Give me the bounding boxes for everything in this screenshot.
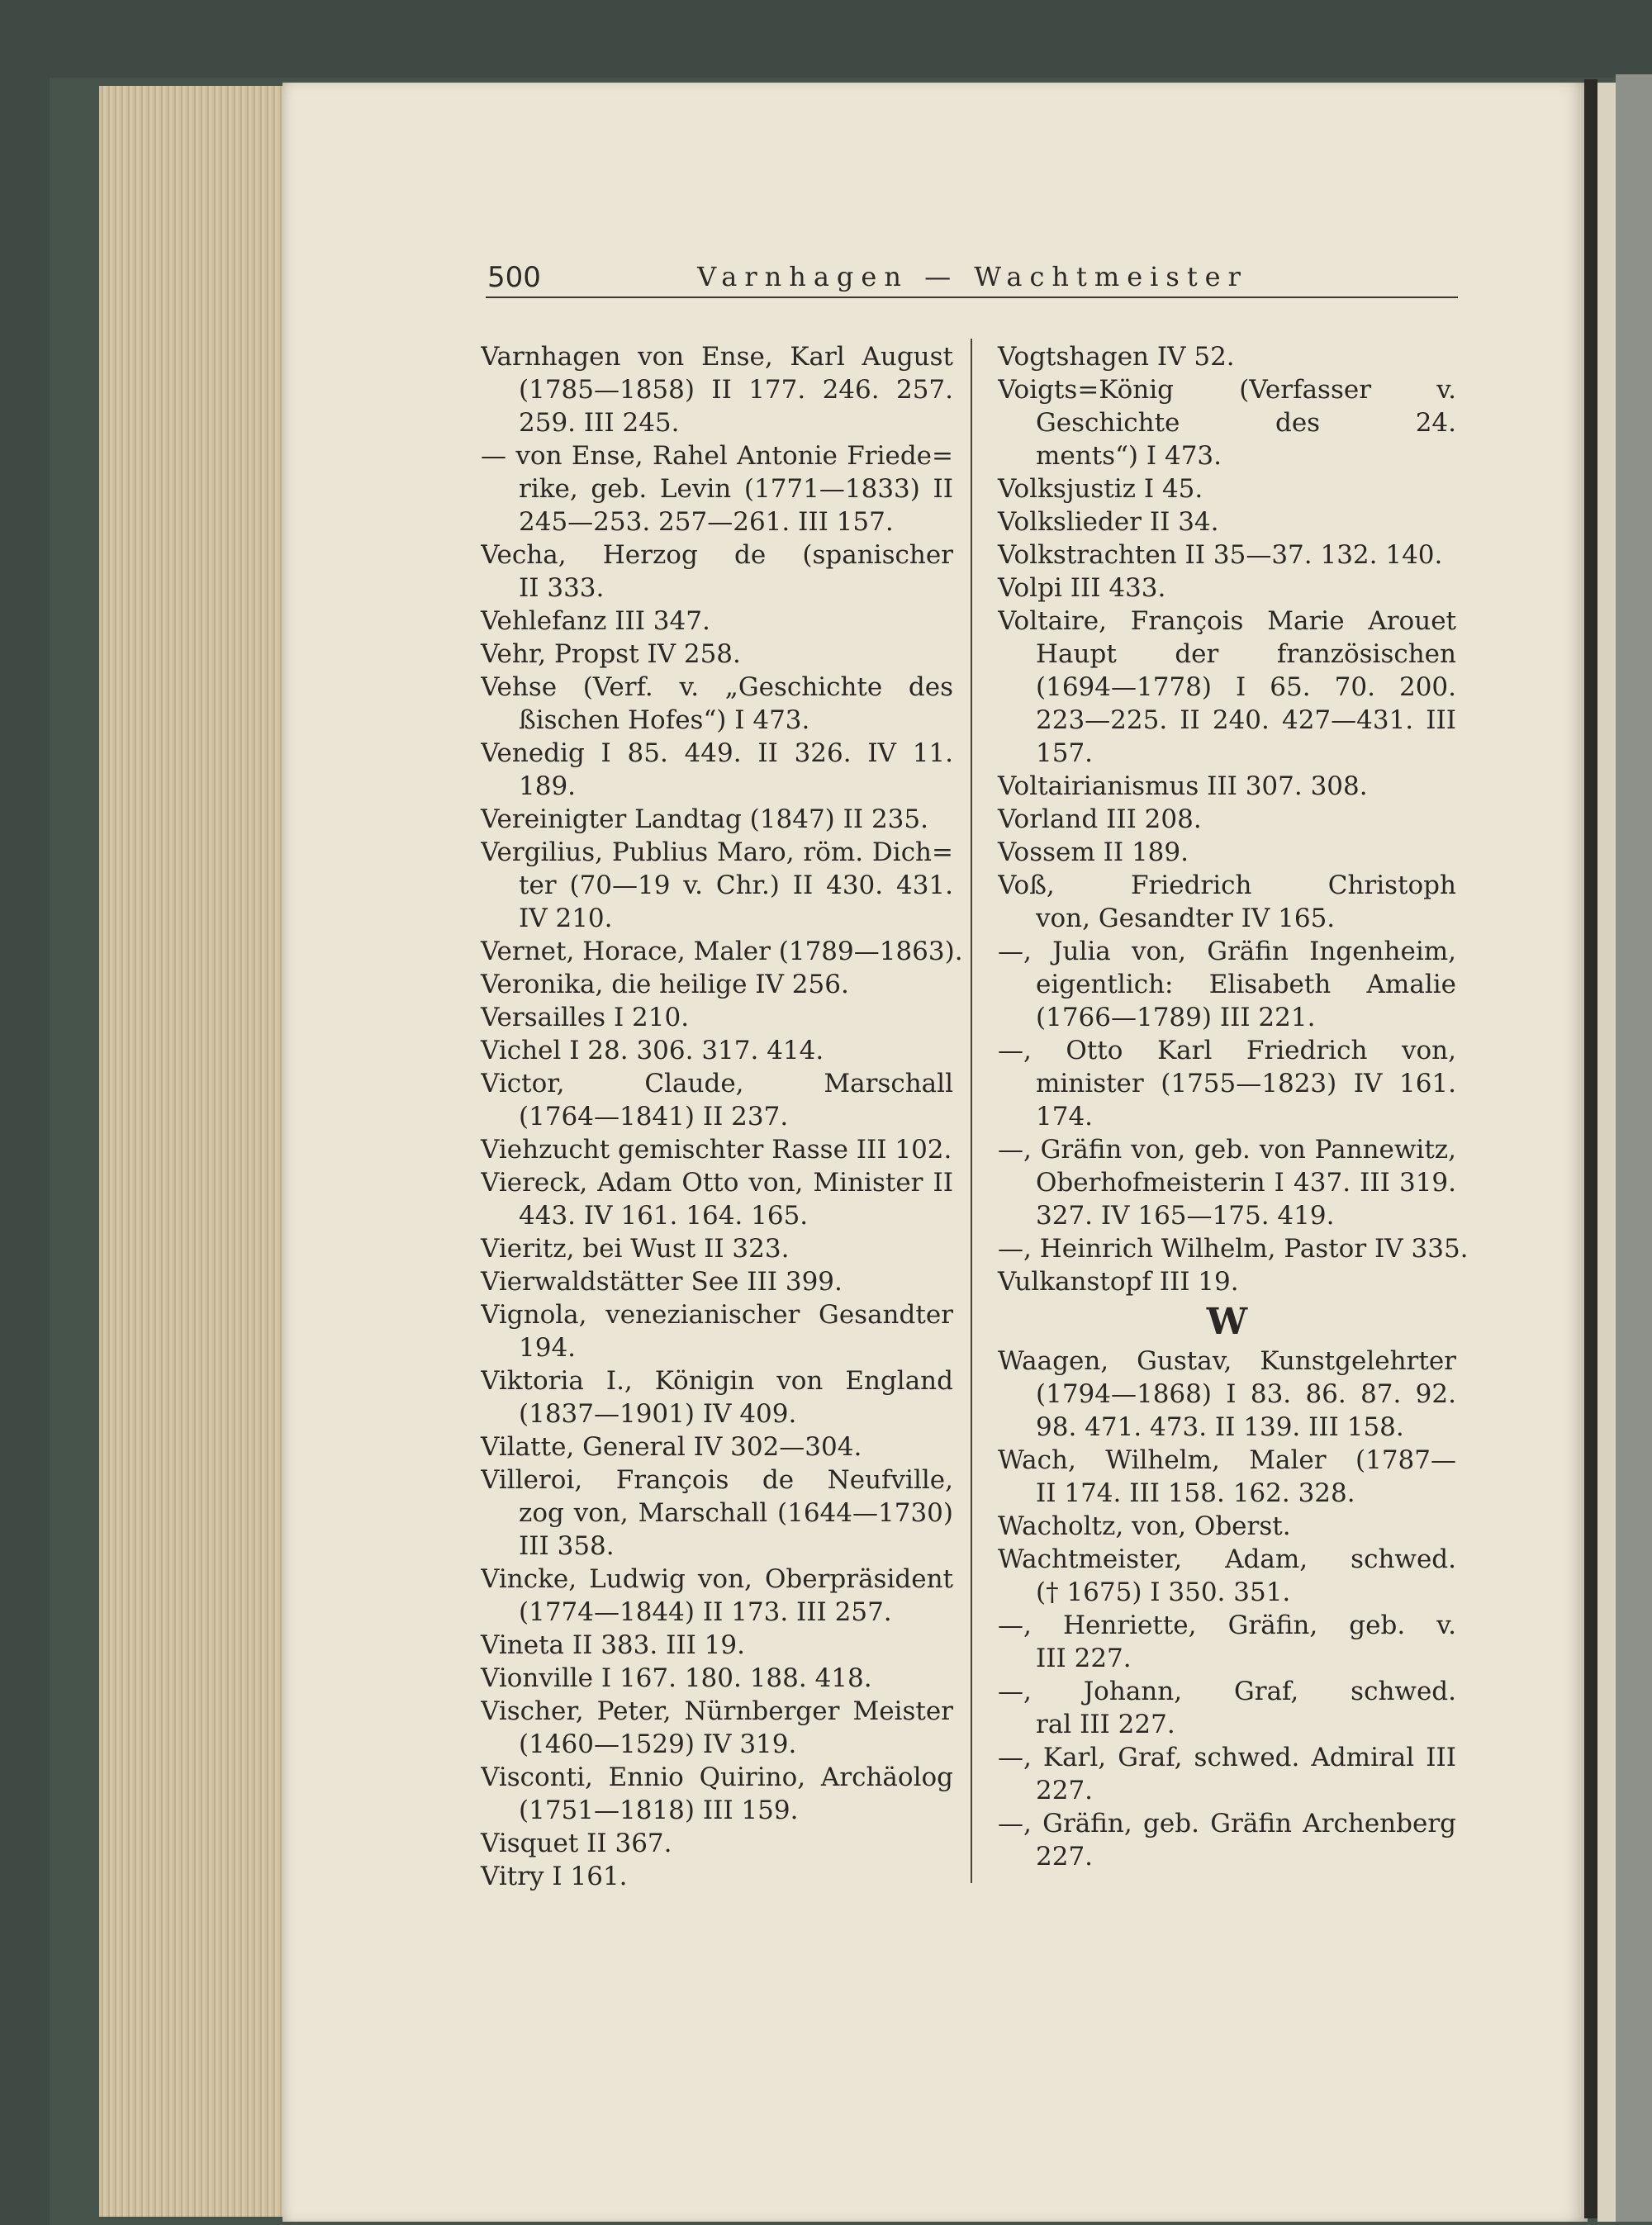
index-entry — [998, 505, 1456, 538]
entry-line: minister (1755—1823) IV 161. — [1036, 1069, 1456, 1098]
index-entry — [998, 803, 1456, 836]
index-entry — [998, 1034, 1456, 1133]
header-rule — [486, 297, 1458, 298]
index-entry — [998, 1675, 1456, 1741]
index-entry — [481, 671, 953, 737]
entry-line: 227. — [1036, 1776, 1094, 1805]
entry-line: (1794—1868) I 83. 86. 87. 92. — [1036, 1379, 1456, 1409]
index-entry — [998, 1444, 1456, 1510]
page-number: 500 — [487, 261, 541, 294]
entry-line: 194. — [519, 1333, 577, 1363]
entry-line: Versailles I 210. — [481, 1003, 690, 1032]
entry-line: Victor, Claude, Marschall — [481, 1069, 953, 1098]
index-entry — [998, 1741, 1456, 1807]
entry-line: zog von, Marschall (1644—1730) — [519, 1498, 953, 1528]
entry-line: ßischen Hofes“) I 473. — [519, 705, 810, 735]
entry-line: Oberhofmeisterin I 437. III 319. — [1036, 1168, 1456, 1198]
index-entry — [481, 605, 953, 638]
index-entry — [481, 1695, 953, 1761]
entry-line: Vischer, Peter, Nürnberger Meister — [481, 1696, 953, 1726]
index-entry — [481, 1034, 953, 1067]
index-entry — [998, 1609, 1456, 1675]
entry-line: rike, geb. Levin (1771—1833) II — [519, 474, 953, 504]
page-edges — [99, 86, 285, 2217]
entry-line: Volkstrachten II 35—37. 132. 140. — [998, 540, 1443, 570]
index-entry — [481, 638, 953, 671]
index-entry — [481, 1662, 953, 1695]
entry-line: Wachtmeister, Adam, schwed. — [998, 1544, 1456, 1574]
entry-line: Vereinigter Landtag (1847) II 235. — [481, 804, 928, 834]
index-entry — [998, 572, 1456, 605]
index-entry — [998, 836, 1456, 869]
entry-line: Vineta II 383. III 19. — [481, 1630, 745, 1660]
entry-line: Volksjustiz I 45. — [998, 474, 1203, 504]
entry-line: —, Heinrich Wilhelm, Pastor IV 335. — [998, 1234, 1469, 1264]
index-entry — [481, 1166, 953, 1232]
entry-line: (1766—1789) III 221. — [1036, 1003, 1316, 1032]
index-entry — [998, 869, 1456, 935]
entry-line: 259. III 245. — [519, 408, 680, 438]
entry-line: —, Gräfin, geb. Gräfin Archenberg — [998, 1809, 1456, 1838]
entry-line: 443. IV 161. 164. 165. — [519, 1201, 809, 1231]
entry-line: (1460—1529) IV 319. — [519, 1729, 797, 1759]
index-entry — [481, 1298, 953, 1364]
index-entry — [481, 1133, 953, 1166]
entry-line: Vehr, Propst IV 258. — [481, 639, 741, 669]
right-column — [998, 340, 1469, 1873]
entry-line: Varnhagen von Ense, Karl August — [481, 342, 953, 372]
gutter — [1584, 79, 1597, 2218]
entry-line: ter (70—19 v. Chr.) II 430. 431. — [519, 871, 953, 900]
entry-line: Vulkanstopf III 19. — [998, 1267, 1239, 1297]
index-entry — [481, 1860, 953, 1893]
index-entry — [998, 340, 1456, 373]
index-entry — [481, 1827, 953, 1860]
entry-line: Vergilius, Publius Maro, röm. Dich= — [481, 837, 953, 867]
entry-line: 327. IV 165—175. 419. — [1036, 1201, 1335, 1231]
entry-line: Vorland III 208. — [998, 804, 1202, 834]
entry-line: Voß, Friedrich Christoph — [998, 871, 1456, 900]
entry-line: Vieritz, bei Wust II 323. — [481, 1234, 790, 1264]
index-entry — [481, 1430, 953, 1464]
entry-line: Volkslieder II 34. — [998, 507, 1219, 537]
entry-line: Wacholtz, von, Oberst. — [998, 1511, 1291, 1541]
index-entry — [998, 1133, 1456, 1232]
entry-line: 227. — [1036, 1842, 1094, 1872]
index-entry — [998, 1345, 1456, 1444]
entry-line: III 358. — [519, 1531, 615, 1561]
next-page-edge — [1597, 83, 1616, 2222]
index-entry — [481, 1232, 953, 1265]
index-entry — [481, 1761, 953, 1827]
entry-line: (1837—1901) IV 409. — [519, 1399, 797, 1429]
entry-line: Haupt der französischen — [1036, 639, 1456, 669]
entry-line: — von Ense, Rahel Antonie Friede= — [481, 441, 953, 471]
entry-line: Vincke, Ludwig von, Oberpräsident — [481, 1564, 953, 1594]
index-entry — [998, 1232, 1469, 1265]
entry-line: Vernet, Horace, Maler (1789—1863). — [481, 937, 963, 966]
entry-line: Wach, Wilhelm, Maler (1787— — [998, 1445, 1456, 1475]
entry-line: Viktoria I., Königin von England — [481, 1366, 953, 1396]
index-entry — [481, 1563, 953, 1629]
index-entry — [481, 1265, 953, 1298]
entry-line: 223—225. II 240. 427—431. III — [1036, 705, 1456, 735]
index-entry — [481, 737, 953, 803]
entry-line: (1785—1858) II 177. 246. 257. — [519, 375, 953, 405]
entry-line: Visconti, Ennio Quirino, Archäolog — [481, 1762, 953, 1792]
entry-line: —, Johann, Graf, schwed. — [998, 1677, 1456, 1706]
entry-line: II 174. III 158. 162. 328. — [1036, 1478, 1355, 1508]
index-entry — [481, 935, 963, 968]
entry-line: Voltaire, François Marie Arouet — [998, 606, 1456, 636]
entry-line: eigentlich: Elisabeth Amalie — [1036, 970, 1456, 999]
entry-line: —, Karl, Graf, schwed. Admiral III — [998, 1743, 1456, 1772]
entry-line: Waagen, Gustav, Kunstgelehrter — [998, 1346, 1456, 1376]
entry-line: Vionville I 167. 180. 188. 418. — [481, 1663, 872, 1693]
entry-line: (1694—1778) I 65. 70. 200. — [1036, 672, 1456, 702]
index-entry — [998, 935, 1456, 1034]
entry-line: Vierwaldstätter See III 399. — [481, 1267, 843, 1297]
entry-line: Visquet II 367. — [481, 1829, 672, 1858]
entry-line: Vignola, venezianischer Gesandter — [481, 1300, 953, 1330]
entry-line: Viereck, Adam Otto von, Minister II — [481, 1168, 953, 1198]
index-entry — [481, 1364, 953, 1430]
entry-line: Voltairianismus III 307. 308. — [998, 771, 1368, 801]
entry-line: 157. — [1036, 738, 1094, 768]
left-column — [481, 340, 963, 1893]
entry-line: Vossem II 189. — [998, 837, 1189, 867]
index-entry — [481, 1001, 953, 1034]
entry-line: Geschichte des 24. — [1036, 408, 1456, 438]
entry-line: Vecha, Herzog de (spanischer — [481, 540, 953, 570]
entry-line: Venedig I 85. 449. II 326. IV 11. — [481, 738, 953, 768]
index-entry — [998, 1265, 1456, 1298]
entry-line: († 1675) I 350. 351. — [1036, 1577, 1291, 1607]
index-entry — [481, 1629, 953, 1662]
entry-line: ral III 227. — [1036, 1710, 1175, 1739]
index-entry — [998, 472, 1456, 505]
entry-line: IV 210. — [519, 904, 613, 933]
entry-line: ments“) I 473. — [1036, 441, 1222, 471]
entry-line: —, Julia von, Gräfin Ingenheim, — [998, 937, 1456, 966]
entry-line: II 333. — [519, 573, 605, 603]
entry-line: Villeroi, François de Neufville, — [481, 1465, 953, 1495]
cloth-binding — [1616, 74, 1652, 2222]
running-title: Varnhagen — Wachtmeister — [697, 261, 1248, 292]
entry-line: Vehlefanz III 347. — [481, 606, 710, 636]
index-entry — [998, 605, 1456, 770]
entry-line: Veronika, die heilige IV 256. — [481, 970, 849, 999]
index-entry — [998, 538, 1456, 572]
entry-line: (1774—1844) II 173. III 257. — [519, 1597, 892, 1627]
entry-line: Viehzucht gemischter Rasse III 102. — [481, 1135, 952, 1165]
index-entry — [998, 1807, 1456, 1873]
entry-line: 189. — [519, 771, 577, 801]
index-entry — [998, 1510, 1456, 1543]
index-entry — [481, 968, 953, 1001]
index-entry — [481, 803, 953, 836]
index-entry — [481, 439, 953, 538]
entry-line: Vichel I 28. 306. 317. 414. — [481, 1036, 824, 1065]
entry-line: 174. — [1036, 1102, 1094, 1131]
entry-line: Volpi III 433. — [998, 573, 1166, 603]
entry-line: 98. 471. 473. II 139. III 158. — [1036, 1412, 1404, 1442]
entry-line: 245—253. 257—261. III 157. — [519, 507, 894, 537]
index-entry — [481, 836, 953, 935]
entry-line: Vilatte, General IV 302—304. — [481, 1432, 862, 1462]
entry-line: (1751—1818) III 159. — [519, 1796, 799, 1825]
index-entry — [481, 1067, 953, 1133]
entry-line: —, Otto Karl Friedrich von, — [998, 1036, 1456, 1065]
entry-line: III 227. — [1036, 1644, 1132, 1673]
entry-line: Voigts=König (Verfasser v. — [998, 375, 1456, 405]
entry-line: (1764—1841) II 237. — [519, 1102, 789, 1131]
section-letter-heading: W — [1206, 1301, 1248, 1343]
index-entry — [481, 1464, 953, 1563]
entry-line: Vehse (Verf. v. „Geschichte des — [481, 672, 953, 702]
entry-line: Vogtshagen IV 52. — [998, 342, 1235, 372]
column-divider — [971, 339, 972, 1883]
index-entry — [481, 340, 953, 439]
entry-line: von, Gesandter IV 165. — [1036, 904, 1336, 933]
index-entry — [998, 770, 1456, 803]
index-entry — [998, 373, 1456, 472]
entry-line: —, Henriette, Gräfin, geb. v. — [998, 1611, 1456, 1640]
entry-line: —, Gräfin von, geb. von Pannewitz, — [998, 1135, 1456, 1165]
index-entry — [998, 1543, 1456, 1609]
entry-line: Vitry I 161. — [481, 1862, 628, 1891]
index-entry — [481, 538, 953, 605]
